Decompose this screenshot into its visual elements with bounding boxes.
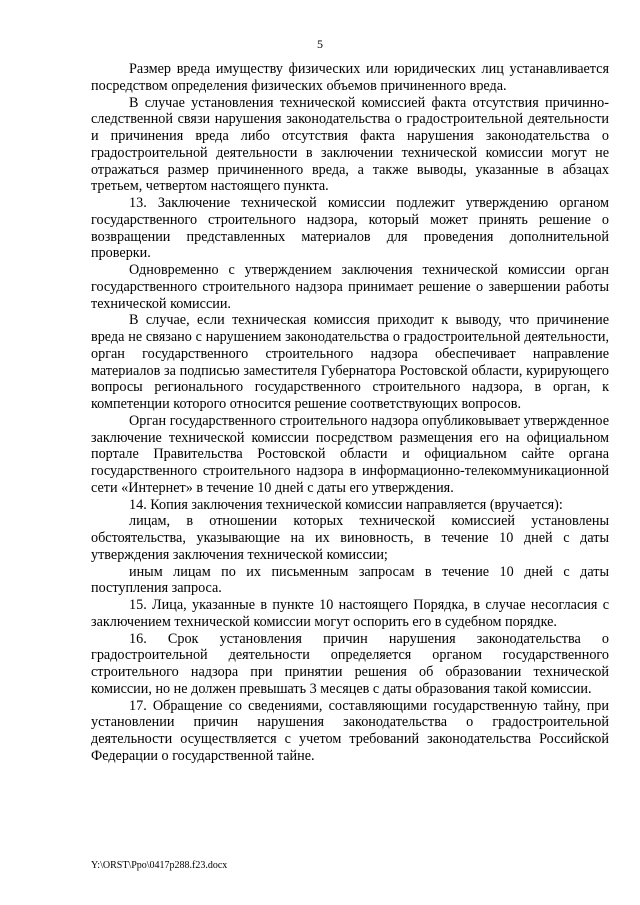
document-body <box>91 61 609 765</box>
paragraph: 16. Срок установления причин нарушения законодательства о градостроительной деятельности определяется органом государственного строительного надзора при принятии решения об образовании технической комиссии, но не должен превышать 3 месяцев с даты образования такой комиссии. <box>91 630 609 697</box>
paragraph: В случае установления технической комиссией факта отсутствия причинно-следственной связи нарушения законодательства о градостроительной деятельности и причинения вреда либо отсутствия факта нарушения законодательства о градостроительной деятельности в заключении технической комиссии могут не отражаться размер причиненного вреда, а также выводы, указанные в абзацах третьем, четвертом настоящего пункта. <box>91 94 609 195</box>
paragraph: Орган государственного строительного надзора опубликовывает утвержденное заключение технической комиссии посредством размещения его на официальном портале Правительства Ростовской области и официальном сайте органа государственного строительного надзора в информационно-телекоммуникационной сети «Интернет» в течение 10 дней с даты его утверждения. <box>91 412 609 496</box>
paragraph: 13. Заключение технической комиссии подлежит утверждению органом государственного строительного надзора, который может принять решение о возвращении представленных материалов для проведения дополнительной проверки. <box>91 195 609 262</box>
paragraph: 15. Лица, указанные в пункте 10 настоящего Порядка, в случае несогласия с заключением технической комиссии могут оспорить его в судебном порядке. <box>91 597 609 630</box>
footer-file-path: Y:\ORST\Ppo\0417p288.f23.docx <box>91 860 228 871</box>
paragraph: 17. Обращение со сведениями, составляющими государственную тайну, при установлении причин нарушения законодательства о градостроительной деятельности осуществляется с учетом требований законодательства Российской Федерации о государственной тайне. <box>91 697 609 764</box>
paragraph: В случае, если техническая комиссия приходит к выводу, что причинение вреда не связано с нарушением законодательства о градостроительной деятельности, орган государственного строительного надзора обеспечивает направление материалов за подписью заместителя Губернатора Ростовской области, курирующего вопросы регионального государственного строительного надзора, в орган, к компетенции которого относится решение соответствующих вопросов. <box>91 312 609 412</box>
paragraph: иным лицам по их письменным запросам в течение 10 дней с даты поступления запроса. <box>91 563 609 597</box>
paragraph: 14. Копия заключения технической комиссии направляется (вручается): <box>129 496 563 513</box>
paragraph: лицам, в отношении которых технической комиссией установлены обстоятельства, указывающие на их виновность, в течение 10 дней с даты утверждения заключения технической комиссии; <box>91 513 609 563</box>
paragraph: Одновременно с утверждением заключения технической комиссии орган государственного строительного надзора принимает решение о завершении работы технической комиссии. <box>91 262 609 312</box>
page-number: 5 <box>317 37 323 51</box>
paragraph: Размер вреда имуществу физических или юридических лиц устанавливается посредством определения физических объемов причиненного вреда. <box>91 61 609 94</box>
